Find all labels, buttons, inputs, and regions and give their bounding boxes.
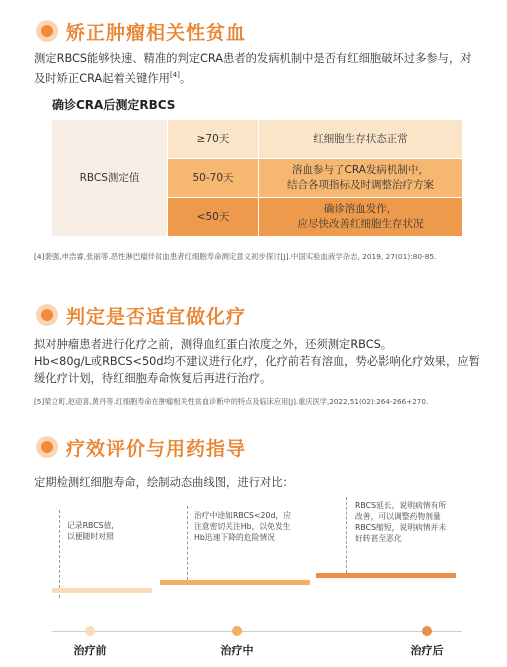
- section-title: 判定是否适宜做化疗: [66, 305, 247, 328]
- section-intro: 定期检测红细胞寿命，绘制动态曲线图，进行对比：: [34, 476, 294, 489]
- stage-bar: [316, 573, 456, 578]
- table-cell-range: ≥70天: [168, 120, 258, 158]
- table-cell-desc: 确诊溶血发作， 应尽快改善红细胞生存状况: [259, 198, 462, 236]
- timeline-note: 记录RBCS值， 以便随时对照: [67, 521, 120, 541]
- section-heading-1: [36, 18, 246, 44]
- section-title: 矫正肿瘤相关性贫血: [66, 21, 247, 44]
- table-cell-desc: 红细胞生存状态正常: [259, 120, 462, 158]
- section-title: 疗效评价与用药指导: [66, 437, 247, 460]
- timeline-divider: [59, 510, 61, 598]
- table-title: 确诊CRA后测定RBCS: [52, 98, 176, 112]
- bullet-icon: [36, 436, 58, 458]
- section-heading-3: [36, 434, 246, 460]
- timeline-note: 治疗中途如RBCS<20d，应 注意密切关注Hb，以免发生 Hb迅速下降的危险情况: [194, 511, 292, 542]
- table-cell-range: <50天: [168, 198, 258, 236]
- timeline-axis: [52, 631, 462, 632]
- stage-label: 治疗中: [220, 644, 254, 657]
- table-cell-desc: 溶血参与了CRA发病机制中， 结合各项指标及时调整治疗方案: [259, 159, 462, 197]
- timeline-divider: [187, 506, 189, 580]
- bullet-icon: [36, 304, 58, 326]
- stage-bar: [52, 588, 152, 593]
- timeline-marker: [85, 626, 95, 636]
- timeline-divider: [346, 497, 348, 573]
- section-paragraph: 测定RBCS能够快速、精准的判定CRA患者的发病机制中是否有红细胞破坏过多参与，对 及时矫正CRA起着关键作用[4]。: [34, 52, 472, 85]
- table-row-header: RBCS测定值: [52, 120, 167, 236]
- bullet-icon: [36, 20, 58, 42]
- timeline-marker: [422, 626, 432, 636]
- stage-label: 治疗前: [73, 644, 107, 657]
- stage-label: 治疗后: [410, 644, 444, 657]
- section-heading-2: [36, 302, 246, 328]
- timeline-marker: [232, 626, 242, 636]
- table-cell-range: 50-70天: [168, 159, 258, 197]
- stage-bar: [160, 580, 310, 585]
- section-paragraph: 拟对肿瘤患者进行化疗之前，测得血红蛋白浓度之外，还须测定RBCS。 Hb<80g/L或RBCS<50d均不建议进行化疗，化疗前若有溶血，势必影响化疗效果，应暂 缓化疗计划，待红细胞寿命恢复后再进行治疗。: [34, 338, 480, 385]
- reference-note: [5]梁立町,赵迎喜,黄丹等.红细胞寿命在肿瘤相关性贫血诊断中的特点及临床应用[J].重庆医学,2022,51(02):264-266+270.: [34, 397, 429, 406]
- reference-note: [4]裴强,申浩睿,张丽等.恶性淋巴瘤伴贫血患者红细胞寿命测定意义初步探讨[J].中国实验血液学杂志, 2019, 27(01):80-85.: [34, 252, 437, 261]
- timeline-note: RBCS延长，说明病情有所 改善，可以调整药物剂量 RBCS缩短，说明病情并未 好转甚至恶化: [355, 501, 447, 543]
